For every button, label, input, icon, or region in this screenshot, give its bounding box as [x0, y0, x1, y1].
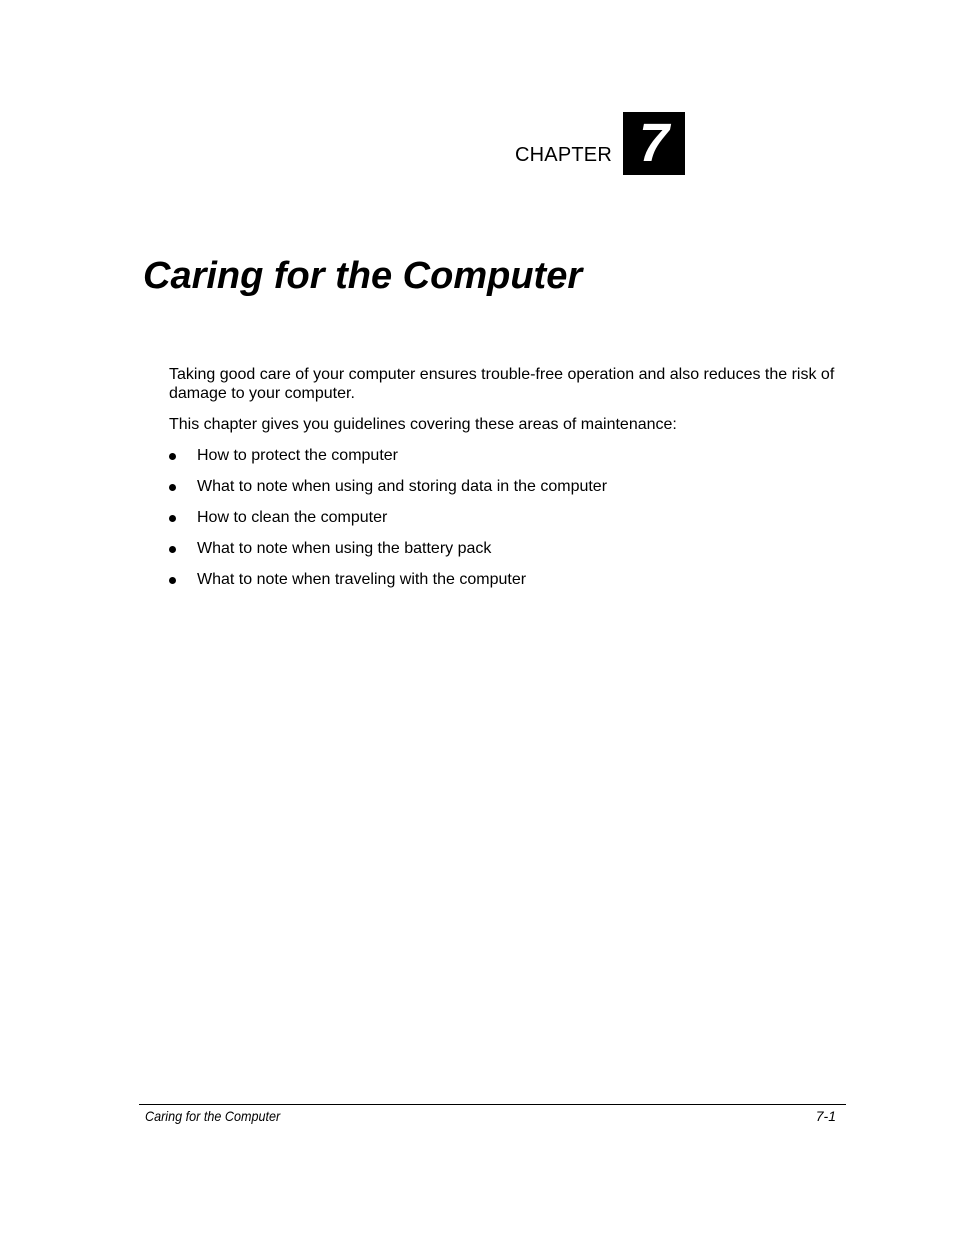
list-item [169, 508, 839, 527]
footer-page-number: 7-1 [815, 1108, 836, 1124]
list-item-text: What to note when using and storing data in the computer [197, 478, 608, 495]
chapter-label: CHAPTER [515, 144, 612, 166]
list-item-text: How to protect the computer [197, 447, 398, 464]
maintenance-topics-list [169, 446, 839, 589]
footer-divider [139, 1104, 846, 1105]
lead-in-paragraph: This chapter gives you guidelines covering these areas of maintenance: [169, 416, 677, 433]
list-item [169, 539, 839, 558]
chapter-body [169, 365, 839, 601]
list-item [169, 477, 839, 496]
list-item-text: What to note when traveling with the computer [197, 571, 527, 588]
bullet-icon [169, 577, 176, 584]
intro-paragraph: Taking good care of your computer ensures trouble-free operation and also reduces the risk of damage to your computer. [169, 366, 835, 402]
bullet-icon [169, 515, 176, 522]
chapter-number-box [623, 112, 685, 175]
bullet-icon [169, 546, 176, 553]
bullet-icon [169, 484, 176, 491]
list-item [169, 446, 839, 465]
page-title: Caring for the Computer [143, 255, 583, 297]
list-item-text: What to note when using the battery pack [197, 540, 492, 557]
footer-section-title: Caring for the Computer [145, 1108, 281, 1124]
list-item-text: How to clean the computer [197, 509, 388, 526]
chapter-number: 7 [638, 113, 670, 173]
list-item [169, 570, 839, 589]
bullet-icon [169, 453, 176, 460]
